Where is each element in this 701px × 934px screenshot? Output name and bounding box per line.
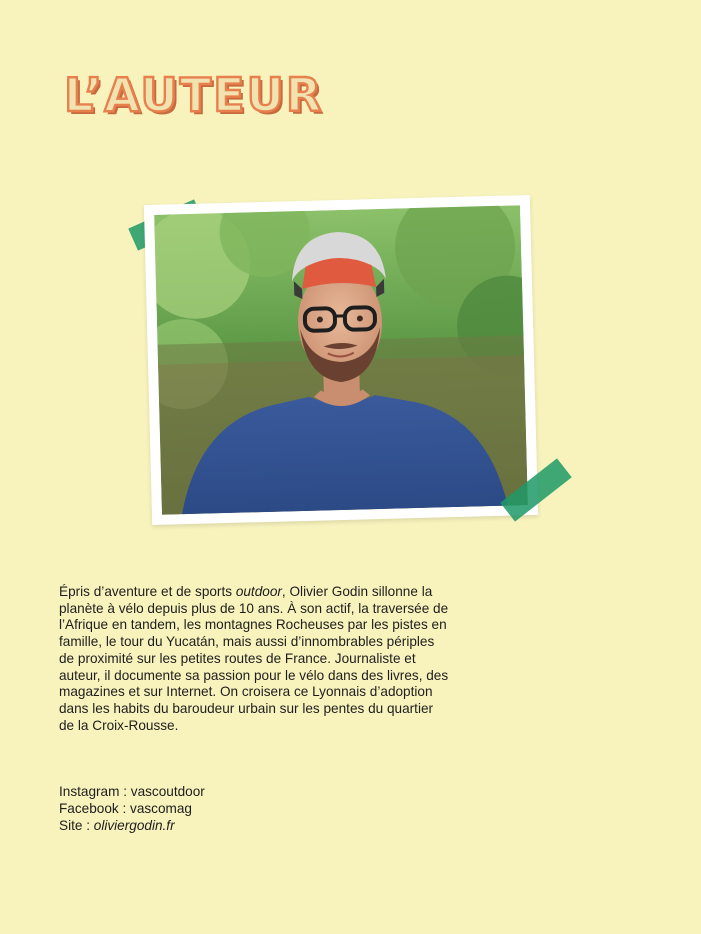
bio-text-start: Épris d’aventure et de sports [59,584,236,599]
site-line [59,818,205,835]
site-link[interactable]: oliviergodin.fr [93,817,175,833]
site-label: Site : [59,817,94,833]
bio-text-rest: , Olivier Godin sillonne la planète à vélo depuis plus de 10 ans. À son actif, la traversée de l’Afrique en tandem, les montagnes Rocheuses par les pistes en famille, le tour du Yucatán, mais aussi d’innombrables périples de proximité sur les petites routes de France. Journaliste et auteur, il documente sa passion pour le vélo dans des livres, des magazines et sur Internet. On croisera ce Lyonnais d’adoption dans les habits du baroudeur urbain sur les pentes du quartier de la Croix-Rousse. [59,584,449,733]
facebook-line: Facebook : vascomag [59,800,192,816]
author-bio [59,584,449,734]
photo-frame [144,195,538,525]
author-portrait-icon [154,205,528,514]
social-links [59,784,205,834]
author-photo-card [144,195,538,525]
page-title: L’AUTEUR [64,68,324,122]
bio-emphasis: outdoor [235,584,282,599]
instagram-line: Instagram : vascoutdoor [59,784,205,799]
